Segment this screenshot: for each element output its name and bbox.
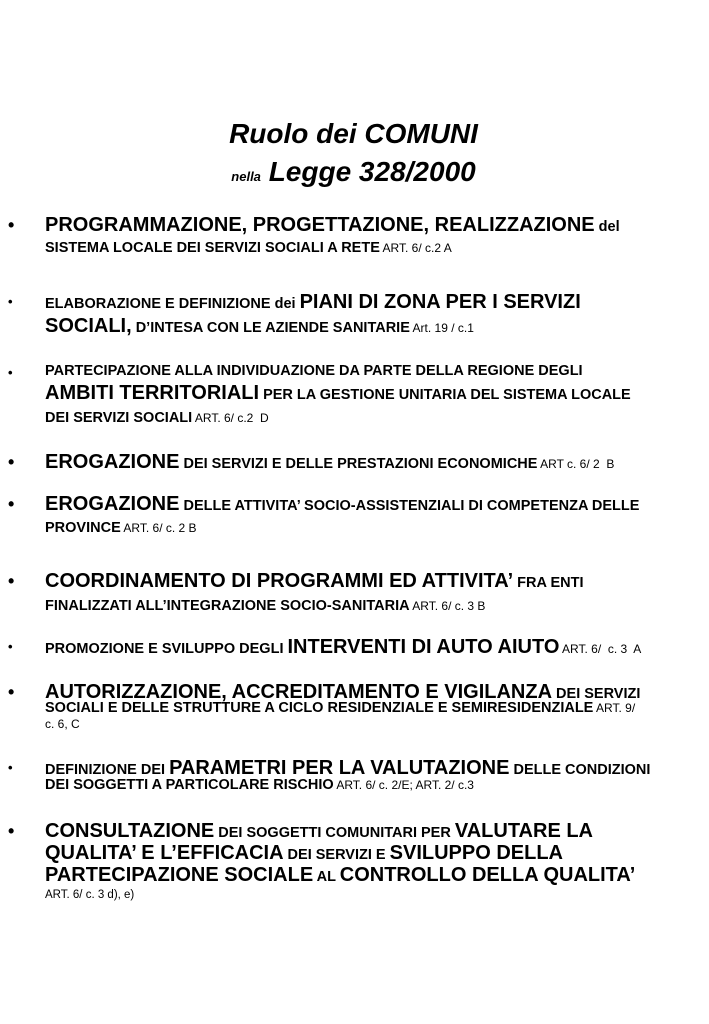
bullet-icon: • bbox=[8, 294, 13, 309]
body-text: DELLE CONDIZIONI bbox=[509, 762, 651, 778]
article-reference: ART. 6/ c. 3 A bbox=[559, 642, 642, 656]
emphasis-text: CONTROLLO DELLA QUALITA’ bbox=[339, 864, 636, 886]
body-text: DEI SERVIZI E bbox=[283, 847, 390, 863]
body-text: SISTEMA LOCALE DEI SERVIZI SOCIALI A RETE bbox=[45, 240, 380, 256]
text-line bbox=[45, 864, 635, 887]
text-line bbox=[45, 362, 583, 380]
text-line bbox=[45, 715, 80, 733]
bullet-icon: • bbox=[8, 494, 15, 514]
bullet-icon: • bbox=[8, 821, 15, 841]
text-line bbox=[45, 382, 631, 405]
subtitle-prefix: nella bbox=[231, 169, 261, 184]
body-text: DEI SERVIZI bbox=[552, 686, 641, 702]
body-text: DEI SERVIZI SOCIALI bbox=[45, 410, 193, 426]
text-line bbox=[45, 820, 593, 843]
bullet-icon: • bbox=[8, 682, 15, 702]
emphasis-text: EROGAZIONE bbox=[45, 451, 180, 473]
emphasis-text: AUTORIZZAZIONE, ACCREDITAMENTO E VIGILANZA bbox=[45, 681, 553, 703]
text-line bbox=[45, 214, 620, 237]
emphasis-text: SVILUPPO DELLA bbox=[389, 842, 563, 864]
text-line bbox=[45, 842, 563, 865]
emphasis-text: CONSULTAZIONE bbox=[45, 820, 215, 842]
body-text: DEI SOGGETTI COMUNITARI PER bbox=[214, 825, 455, 841]
emphasis-text: INTERVENTI DI AUTO AIUTO bbox=[287, 636, 560, 658]
body-text: ELABORAZIONE E DEFINIZIONE bbox=[45, 296, 271, 312]
body-text: DEFINIZIONE DEI bbox=[45, 762, 170, 778]
emphasis-text: QUALITA’ E L’EFFICACIA bbox=[45, 842, 284, 864]
article-reference: c. 6, C bbox=[45, 717, 80, 731]
body-text: DEI SOGGETTI A PARTICOLARE RISCHIO bbox=[45, 777, 334, 793]
text-line bbox=[45, 699, 635, 717]
emphasis-text: SOCIALI, bbox=[45, 315, 132, 337]
body-text: SOCIALI E DELLE STRUTTURE A CICLO RESIDENZIALE E SEMIRESIDENZIALE bbox=[45, 700, 594, 716]
subtitle-main: Legge 328/2000 bbox=[268, 156, 476, 187]
body-text: PER LA GESTIONE UNITARIA DEL SISTEMA LOCALE bbox=[259, 387, 631, 403]
article-reference: ART. 6/ c. 2 B bbox=[120, 521, 197, 535]
body-text: FRA ENTI bbox=[513, 575, 584, 591]
article-reference: ART. 6/ c.2 D bbox=[192, 411, 269, 425]
article-reference: Art. 19 / c.1 bbox=[409, 321, 474, 335]
bullet-icon: • bbox=[8, 639, 13, 654]
text-line bbox=[45, 409, 269, 427]
text-line bbox=[45, 597, 485, 615]
body-text: DEI SERVIZI E DELLE PRESTAZIONI ECONOMICHE bbox=[179, 456, 538, 472]
emphasis-text: PROGRAMMAZIONE, PROGETTAZIONE, REALIZZAZIONE bbox=[45, 214, 595, 236]
bullet-icon: • bbox=[8, 215, 15, 235]
bullet-icon: • bbox=[8, 571, 15, 591]
emphasis-text: VALUTARE LA bbox=[454, 820, 593, 842]
body-text: del bbox=[594, 219, 620, 235]
article-reference: ART. 6/ c. 3 d), e) bbox=[45, 889, 135, 901]
text-line bbox=[45, 519, 197, 537]
article-reference: ART. 9/ bbox=[593, 701, 636, 715]
article-reference: ART. 6/ c.2 A bbox=[379, 241, 452, 255]
text-line bbox=[45, 451, 614, 474]
text-line bbox=[45, 776, 474, 794]
text-line bbox=[45, 291, 581, 314]
emphasis-text: PARAMETRI PER LA VALUTAZIONE bbox=[169, 757, 510, 779]
emphasis-text: EROGAZIONE bbox=[45, 493, 180, 515]
body-text: DELLE ATTIVITA’ SOCIO-ASSISTENZIALI DI COMPETENZA DELLE bbox=[179, 498, 640, 514]
body-text: PROVINCE bbox=[45, 520, 121, 536]
bullet-icon: • bbox=[8, 760, 13, 775]
body-text: PARTECIPAZIONE ALLA INDIVIDUAZIONE DA PARTE DELLA REGIONE DEGLI bbox=[45, 363, 583, 379]
emphasis-text: COORDINAMENTO DI PROGRAMMI ED ATTIVITA’ bbox=[45, 570, 514, 592]
article-reference: ART c. 6/ 2 B bbox=[537, 457, 615, 471]
text-line bbox=[45, 636, 641, 659]
text-line bbox=[45, 570, 584, 593]
body-text: FINALIZZATI ALL’INTEGRAZIONE SOCIO-SANITARIA bbox=[45, 598, 410, 614]
emphasis-text: PIANI DI ZONA PER I SERVIZI bbox=[299, 291, 581, 313]
emphasis-text: AMBITI TERRITORIALI bbox=[45, 382, 260, 404]
text-line bbox=[45, 885, 134, 903]
text-line bbox=[45, 493, 639, 516]
body-text: D’INTESA CON LE AZIENDE SANITARIE bbox=[131, 320, 410, 336]
bullet-icon: • bbox=[8, 452, 15, 472]
text-line bbox=[45, 315, 474, 338]
page-title: Ruolo dei COMUNI bbox=[229, 118, 478, 149]
text-line bbox=[45, 239, 452, 257]
page-subtitle bbox=[0, 156, 708, 188]
body-text: dei bbox=[270, 296, 300, 312]
body-text: AL bbox=[313, 869, 340, 885]
emphasis-text: PARTECIPAZIONE SOCIALE bbox=[45, 864, 314, 886]
article-reference: ART. 6/ c. 3 B bbox=[409, 599, 486, 613]
article-reference: ART. 6/ c. 2/E; ART. 2/ c.3 bbox=[333, 778, 474, 792]
body-text: PROMOZIONE E SVILUPPO DEGLI bbox=[45, 641, 288, 657]
bullet-icon: • bbox=[8, 365, 13, 380]
